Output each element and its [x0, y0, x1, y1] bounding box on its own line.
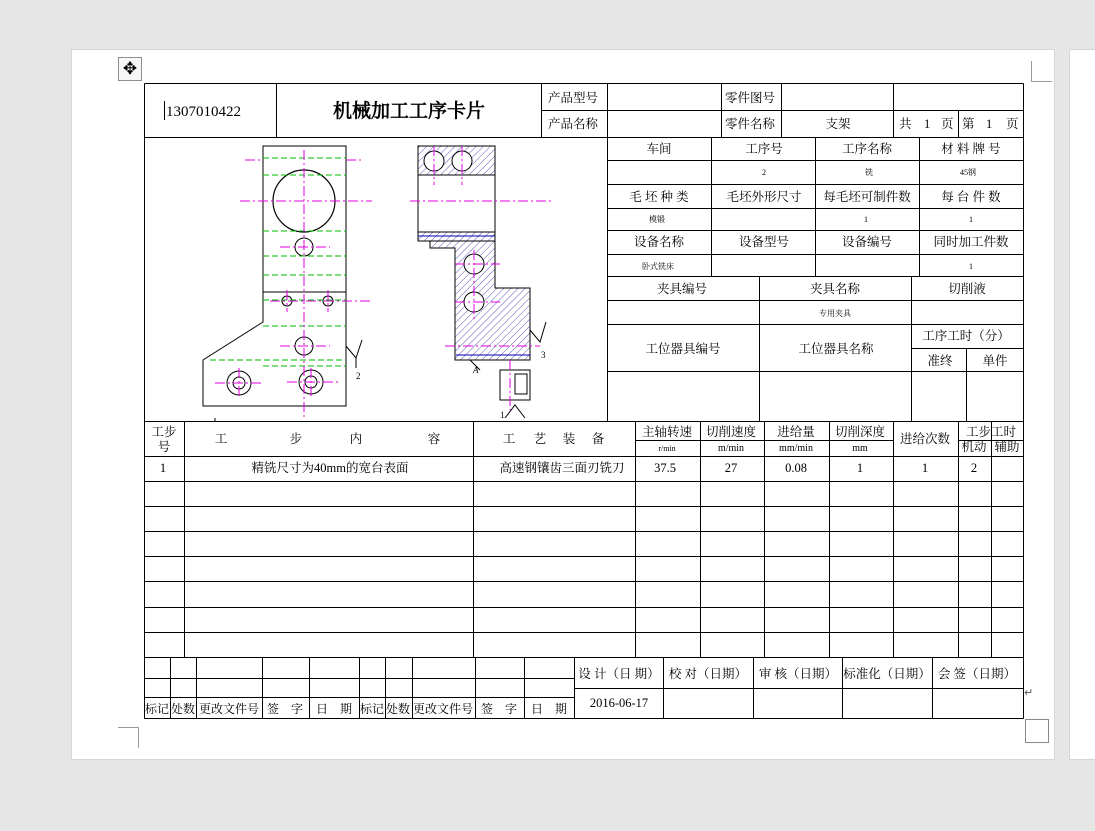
- revision-label: 日 期: [530, 702, 568, 716]
- revision-label: 标记: [359, 702, 385, 716]
- table-move-handle-icon[interactable]: ✥: [118, 57, 142, 81]
- revision-label: 更改文件号: [198, 702, 260, 716]
- passes-header: 进给次数: [899, 432, 951, 446]
- front-view-outline: [203, 146, 346, 406]
- step-1-content: 精铣尺寸为40mm的宽台表面: [251, 461, 409, 475]
- roughness-symbol: [530, 322, 546, 342]
- part-drawing-no-label: 零件图号: [724, 91, 776, 105]
- small-mark-label: 1: [500, 410, 505, 420]
- roughness-symbol: [346, 340, 362, 358]
- equip-head-char: 艺: [533, 432, 547, 446]
- step-1-machine: 2: [970, 461, 978, 475]
- review-label: 审 核（日期）: [758, 667, 838, 681]
- datum-label: A: [473, 365, 479, 375]
- machine-time-header: 机动: [961, 440, 987, 454]
- cutting-speed-header: 切削速度: [705, 425, 757, 439]
- page-no-suffix: 页: [1006, 117, 1019, 131]
- feed-unit: mm/min: [779, 443, 813, 454]
- revision-labels: [145, 701, 567, 716]
- page-no-prefix: 第: [962, 117, 975, 131]
- depth-header: 切削深度: [834, 425, 886, 439]
- design-label: 设 计（日 期）: [578, 667, 660, 681]
- document-number: 1307010422: [166, 104, 241, 120]
- process-time-label: 工序工时（分）: [922, 329, 1010, 343]
- paragraph-mark-icon: ↵: [1024, 686, 1034, 699]
- design-date: 2016-06-17: [589, 696, 649, 710]
- revision-label: 处数: [385, 702, 411, 716]
- countersign-label: 会 签（日期）: [937, 667, 1017, 681]
- parts-per-unit-label: 每 台 件 数: [941, 190, 1001, 204]
- roughness-left-label: 2: [356, 371, 361, 381]
- material: 45钢: [960, 168, 976, 177]
- revision-label: 标记: [144, 702, 170, 716]
- parts-per-blank: 1: [864, 215, 868, 224]
- part-name-value: 支架: [825, 117, 851, 131]
- step-no-header-line1: 工步: [151, 425, 177, 439]
- simultaneous: 1: [969, 262, 973, 271]
- content-head-char: 工: [214, 432, 228, 446]
- cutting-speed-unit: m/min: [717, 443, 745, 454]
- revision-label: 更改文件号: [412, 702, 474, 716]
- step-time-header: 工步工时: [965, 425, 1017, 439]
- equipment-model-label: 设备型号: [738, 235, 790, 249]
- depth-unit: mm: [852, 443, 868, 454]
- check-label: 校 对（日期）: [668, 667, 748, 681]
- blank-type-label: 毛 坯 种 类: [629, 190, 689, 204]
- fixture-no-label: 夹具编号: [656, 282, 708, 296]
- blank-size-label: 毛坯外形尺寸: [726, 190, 802, 204]
- process-no: 2: [762, 168, 766, 177]
- step-1-tooling: 高速钢镶齿三面刃铣刀: [499, 461, 625, 475]
- parts-per-blank-label: 每毛坯可制件数: [823, 190, 911, 204]
- total-pages-prefix: 共: [899, 117, 912, 131]
- blank-type: 模锻: [649, 215, 665, 224]
- fixture-name: 专用夹具: [819, 309, 851, 318]
- step-1-no: 1: [159, 461, 167, 475]
- spindle-unit: r/min: [658, 444, 676, 453]
- process-name-label: 工序名称: [841, 142, 893, 156]
- revision-label: 处数: [170, 702, 196, 716]
- roughness-right-label: 3: [541, 350, 546, 360]
- product-name-label: 产品名称: [547, 117, 599, 131]
- prep-time-label: 准终: [927, 354, 953, 368]
- unit-time-label: 单件: [982, 354, 1008, 368]
- total-pages-suffix: 页: [941, 117, 954, 131]
- workshop-label: 车间: [646, 142, 672, 156]
- simultaneous-label: 同时加工件数: [933, 235, 1009, 249]
- roughness-symbol: [505, 405, 525, 418]
- part-name-label: 零件名称: [724, 117, 776, 131]
- step-1-passes: 1: [921, 461, 929, 475]
- content-head-char: 容: [427, 432, 441, 446]
- parts-per-unit: 1: [969, 215, 973, 224]
- total-pages: 1: [924, 117, 931, 131]
- coolant-label: 切削液: [948, 282, 986, 296]
- equipment-name-label: 设备名称: [633, 235, 685, 249]
- process-name: 铣: [865, 168, 873, 177]
- step-1-spindle: 37.5: [654, 461, 676, 475]
- feed-header: 进给量: [777, 425, 815, 439]
- card-title: 机械加工工序卡片: [332, 101, 486, 122]
- equip-head-char: 工: [502, 432, 516, 446]
- standard-label: 标准化（日期）: [843, 667, 931, 681]
- equip-head-char: 装: [562, 432, 576, 446]
- content-head-char: 步: [289, 432, 303, 446]
- content-head-char: 内: [349, 432, 363, 446]
- product-model-label: 产品型号: [547, 91, 599, 105]
- side-view-bore-section: [418, 175, 495, 232]
- step-1-depth: 1: [856, 461, 864, 475]
- process-no-label: 工序号: [745, 142, 783, 156]
- revision-label: 签 字: [266, 702, 304, 716]
- aux-time-header: 辅助: [994, 440, 1020, 454]
- side-view-foot-slot: [515, 374, 527, 394]
- material-label: 材 料 牌 号: [941, 142, 1001, 156]
- step-no-header-line2: 号: [157, 440, 171, 454]
- equipment-name: 卧式铣床: [642, 262, 674, 271]
- step-content-header: [215, 431, 441, 446]
- equipment-no-label: 设备编号: [841, 235, 893, 249]
- revision-label: 日 期: [315, 702, 353, 716]
- page-no: 1: [986, 117, 993, 131]
- equip-head-char: 备: [591, 432, 605, 446]
- step-1-feed: 0.08: [785, 461, 807, 475]
- station-tool-name-label: 工位器具名称: [798, 342, 874, 356]
- revision-label: 签 字: [480, 702, 518, 716]
- spindle-speed-header: 主轴转速: [641, 425, 693, 439]
- step-1-cut-speed: 27: [724, 461, 738, 475]
- fixture-name-label: 夹具名称: [809, 282, 861, 296]
- station-tool-no-label: 工位器具编号: [645, 342, 721, 356]
- tooling-header: [503, 431, 605, 446]
- part-drawing: [203, 146, 552, 421]
